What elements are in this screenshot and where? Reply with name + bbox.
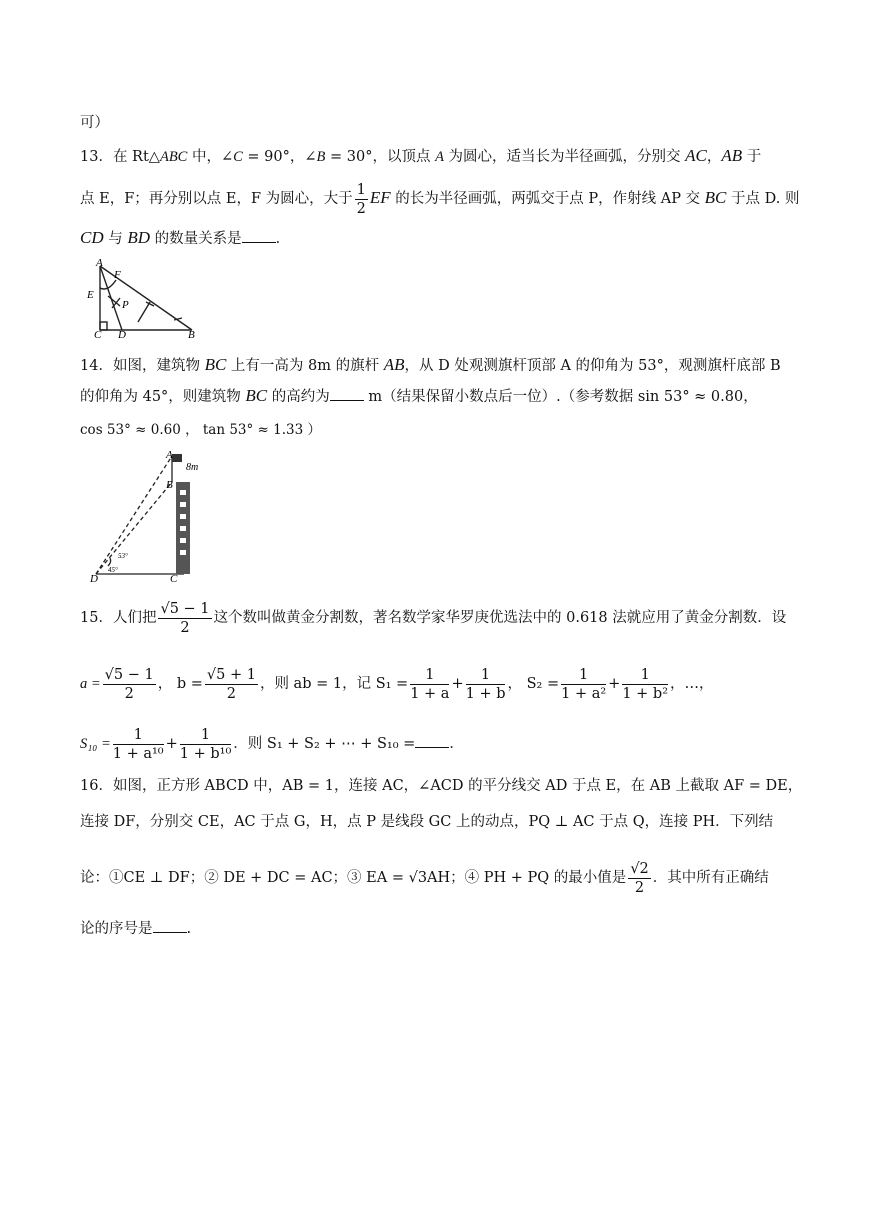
q15-line-2: a = $\frac{√5 - 1}{2}$ ， b = $\frac{√5 + 1}{2}$ ，则 ab = 1，记 S₁ = $\frac{1}{1 + a}$ + $\frac{1}{1 + b}$ ， S₂ = $\frac{1}{\text{1 + a²}}$ + $\frac{1}{\text{1 + b²}}$ ，…， <box>80 666 714 702</box>
fig13-label-A: A <box>96 258 103 269</box>
fig14-label-A: A <box>166 449 173 461</box>
fig13-label-B: B <box>188 329 195 338</box>
q14-line-2: 的仰角为 45°，则建筑物 BC 的高约为 m（结果保留小数点后一位）.（参考数据 sin 53° ≈ 0.80， <box>80 386 758 405</box>
q15-number: 15． <box>80 610 113 626</box>
fig13-label-F: F <box>114 269 121 281</box>
q15-line-1: 15．人们把 $\frac{√5 - 1}{2}$ 这个数叫做黄金分割数，著名数学家华罗庚优选法中的 0.618 法就应用了黄金分割数．设 <box>80 600 787 636</box>
fig14-label-8m: 8m <box>186 462 199 473</box>
answer-blank <box>242 228 276 243</box>
continuation-text: 可） <box>80 115 109 131</box>
fig14-label-C: C <box>170 573 178 584</box>
q13-triangle-figure <box>84 258 204 338</box>
q14-line-1: 14．如图，建筑物 BC 上有一高为 8m 的旗杆 AB，从 D 处观测旗杆顶部 A 的仰角为 53°，观测旗杆底部 B <box>80 355 781 374</box>
q16-line-3: 论：①CE ⊥ DF；② DE + DC = AC；③ EA = √3AH；④ PH + PQ 的最小值是 $\frac{√2}{2}$ ．其中所有正确结 <box>80 860 769 896</box>
q14-number: 14． <box>80 358 113 374</box>
answer-blank <box>415 733 449 748</box>
fig14-label-53: 53° <box>118 552 128 560</box>
q13-line-2: 点 E，F；再分别以点 E，F 为圆心，大于 $\frac{1}{2}$ EF 的长为半径画弧，两弧交于点 P，作射线 AP 交 BC 于点 D. 则 <box>80 181 800 217</box>
q16-line-4: 论的序号是 . <box>80 918 191 939</box>
fig14-label-B: B <box>166 479 173 491</box>
q15-line-3: S₁₀ = $\frac{1}{\text{1 + a¹⁰}}$ + $\frac{1}{\text{1 + b¹⁰}}$ ．则 S₁ + S₂ + ⋯ + S₁₀ = ． <box>80 726 464 762</box>
q14-line-3: cos 53° ≈ 0.60 ， tan 53° ≈ 1.33 ） <box>80 422 322 438</box>
fraction-half: $\frac{1}{2}$ <box>356 181 366 217</box>
fig14-label-D: D <box>90 573 98 584</box>
q16-number: 16． <box>80 778 113 794</box>
fig13-label-P: P <box>122 299 129 311</box>
q13-number: 13． <box>80 149 113 165</box>
golden-ratio-fraction: $\frac{√5 - 1}{2}$ <box>160 600 210 636</box>
fig13-label-C: C <box>94 329 102 338</box>
q16-line-2: 连接 DF，分别交 CE，AC 于点 G，H，点 P 是线段 GC 上的动点，PQ ⊥ AC 于点 Q，连接 PH．下列结 <box>80 814 774 830</box>
fig13-label-E: E <box>87 289 94 301</box>
fig14-label-45: 45° <box>108 566 118 574</box>
q14-building-figure <box>88 448 213 584</box>
q13-line-3: CD 与 BD 的数量关系是 ． <box>80 228 291 247</box>
fig13-label-D: D <box>118 329 126 338</box>
answer-blank <box>153 918 187 933</box>
q13-line-1: 13．在 Rt△ABC 中，∠C = 90°，∠B = 30°，以顶点 A 为圆心，适当长为半径画弧，分别交 AC，AB 于 <box>80 146 762 165</box>
q16-line-1: 16．如图，正方形 ABCD 中，AB = 1，连接 AC，∠ACD 的平分线交 AD 于点 E，在 AB 上截取 AF = DE， <box>80 778 803 794</box>
answer-blank <box>330 386 364 401</box>
